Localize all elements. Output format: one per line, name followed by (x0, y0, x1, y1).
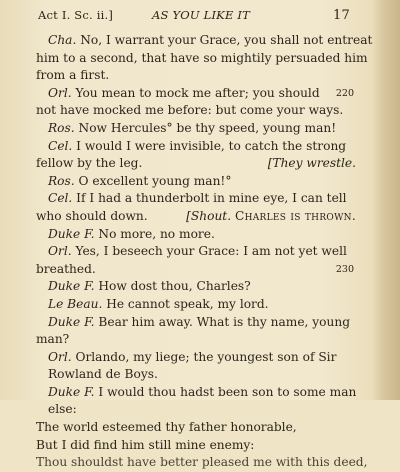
dialogue-text: him to a second, that have so mightily persuaded him (36, 50, 368, 65)
text-line (36, 67, 358, 85)
dialogue-text: man? (36, 332, 70, 347)
dialogue-text: breathed. (36, 261, 96, 276)
speaker-name: Le Beau. (48, 296, 103, 311)
act-scene-label: Act I. Sc. ii.] (38, 8, 114, 22)
text-line (36, 454, 368, 472)
speaker-name: Duke F. (48, 314, 95, 329)
dialogue-text: Rowland de Boys. (48, 367, 158, 382)
text-line (36, 349, 358, 367)
play-title: AS YOU LIKE IT (152, 8, 251, 22)
speaker-name: Ros. (48, 120, 75, 135)
text-line (36, 32, 373, 50)
text-line (36, 401, 358, 419)
line-number: 230 (335, 263, 354, 275)
speaker-name: Duke F. (48, 279, 95, 294)
text-line (36, 173, 358, 191)
speaker-name: Duke F. (48, 384, 95, 399)
speaker-name: Orl. (48, 349, 72, 364)
dialogue-text: But I did find him still mine enemy: (36, 437, 255, 452)
text-line (36, 261, 358, 279)
dialogue-text: fellow by the leg. (36, 156, 143, 171)
text-line (36, 50, 368, 68)
text-line (36, 243, 358, 261)
text-line (36, 437, 358, 455)
dialogue-text: from a first. (36, 68, 110, 83)
text-line (36, 384, 358, 402)
dialogue-text: Bear him away. What is thy name, young (94, 314, 350, 329)
dialogue-text: not have mocked me before: but come your ways. (36, 103, 344, 118)
text-line (36, 208, 358, 226)
dialogue-text: else: (48, 402, 77, 417)
speaker-name: Orl. (48, 244, 72, 259)
dialogue-text: Now Hercules° be thy speed, young man! (74, 120, 337, 135)
dialogue-text: O excellent young man!° (74, 173, 232, 188)
dialogue-text: I would thou hadst been son to some man (94, 384, 357, 399)
text-line (36, 120, 358, 138)
dialogue-text: who should down. (36, 208, 148, 223)
speaker-name: Cel. (48, 191, 73, 206)
dialogue-text: If I had a thunderbolt in mine eye, I can tell (72, 191, 347, 206)
text-line (36, 85, 358, 103)
text-line (36, 296, 358, 314)
line-number: 220 (335, 87, 354, 99)
dialogue-text: How dost thou, Charles? (94, 279, 251, 294)
speaker-name: Cha. (48, 33, 77, 47)
text-line (36, 138, 358, 156)
text-line (36, 278, 358, 296)
stage-direction: [They wrestle. (267, 156, 356, 171)
dialogue-text: You mean to mock me after; you should (71, 85, 320, 100)
text-line (36, 226, 358, 244)
text-line (36, 419, 358, 437)
play-text (36, 32, 373, 472)
dialogue-text: No, I warrant your Grace, you shall not entreat (76, 33, 373, 47)
page-edge (372, 0, 400, 400)
speaker-name: Ros. (48, 173, 75, 188)
dialogue-text: He cannot speak, my lord. (102, 296, 269, 311)
dialogue-text: The world esteemed thy father honorable, (36, 420, 297, 435)
dialogue-text: Orlando, my liege; the youngest son of Sir (71, 349, 337, 364)
page-number: 17 (333, 8, 350, 23)
speaker-name: Duke F. (48, 226, 95, 241)
dialogue-text: Yes, I beseech your Grace: I am not yet well (71, 244, 347, 259)
text-line (36, 155, 358, 173)
text-line (36, 102, 358, 120)
speaker-name: Orl. (48, 85, 72, 100)
speaker-name: Cel. (48, 138, 73, 153)
text-line (36, 331, 358, 349)
text-line (36, 190, 358, 208)
dialogue-text: I would I were invisible, to catch the strong (72, 138, 347, 153)
stage-direction-caps: Charles is thrown. (234, 208, 356, 223)
dialogue-text: Thou shouldst have better pleased me with this deed, (36, 455, 368, 470)
text-line (36, 314, 358, 332)
dialogue-text: No more, no more. (94, 226, 215, 241)
text-line (36, 366, 358, 384)
stage-direction: [Shout. Charles is thrown. (186, 208, 356, 223)
